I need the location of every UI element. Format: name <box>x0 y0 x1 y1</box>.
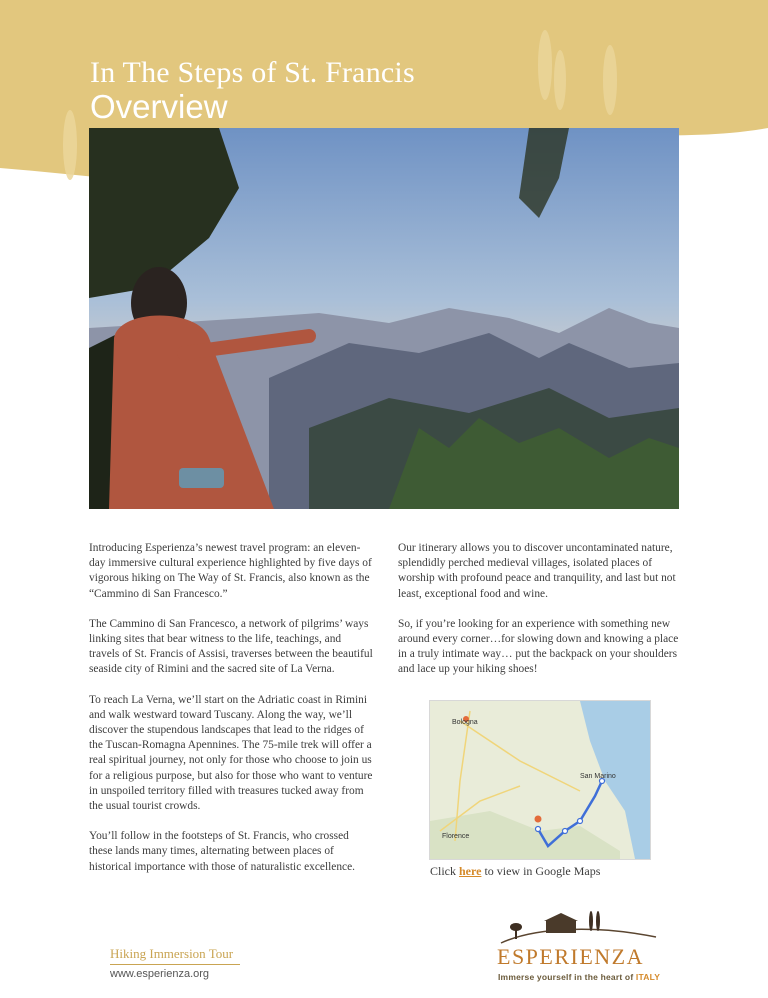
tagline-accent: ITALY <box>635 972 661 982</box>
body-paragraph: To reach La Verna, we’ll start on the Adriatic coast in Rimini and walk westward toward Tuscany. Along the way, we’ll discover the stupendous landscapes that lead to the ridges of the Tuscan-Romagna Apennines. The 75-mile trek will offer a real spiritual journey, not only for those who choose to join us for a religious purpose, but also for those who want to venture in unspoiled territory filled with treasures tucked away from the usual tourist crowds. <box>89 693 373 813</box>
body-paragraph: So, if you’re looking for an experience with something new around every corner…for slowing down and knowing a place in a truly intimate way… put the backpack on your shoulders and lace up your hiking shoes! <box>398 617 679 676</box>
body-paragraph: You’ll follow in the footsteps of St. Francis, who crossed these lands many times, alternating between places of historical importance with those of naturalistic excellence. <box>89 830 356 873</box>
map-label-florence: Florence <box>442 833 470 840</box>
page-title: In The Steps of St. Francis <box>90 56 415 89</box>
map-label-san-marino: San Marino <box>580 773 616 780</box>
footer-divider <box>110 964 240 965</box>
body-paragraph: The Cammino di San Francesco, a network of pilgrims’ ways linking sites that bear witness to the life, teachings, and travels of St. Francis of Assisi, traverses between the beautiful seaside city of Rimini and the sacred site of La Verna. <box>89 617 373 676</box>
map-caption <box>430 864 600 879</box>
map-caption-suffix: to view in Google Maps <box>481 864 601 878</box>
website-link[interactable]: www.esperienza.org <box>110 968 210 980</box>
page-subtitle: Overview <box>90 88 228 125</box>
body-paragraph: Introducing Esperienza’s newest travel program: an eleven-day immersive cultural experience highlighted by five days of vigorous hiking on The Way of St. Francis, also known as the “Cammino di San Francesco.” <box>89 542 372 600</box>
route-map[interactable] <box>429 700 651 860</box>
tagline-text: Immerse yourself in the heart of <box>498 972 636 982</box>
body-paragraph: Our itinerary allows you to discover uncontaminated nature, splendidly perched medieval villages, isolated places of worship with profound peace and tranquility, and last but not least, exceptional food and wine. <box>398 542 676 600</box>
body-right-column <box>398 541 680 693</box>
body-left-column <box>89 541 374 890</box>
brand-tagline <box>498 972 660 982</box>
map-caption-prefix: Click <box>430 864 459 878</box>
tour-name: Hiking Immersion Tour <box>110 946 234 961</box>
hero-photo <box>89 128 679 509</box>
map-label-bologna: Bologna <box>452 719 478 726</box>
map-link[interactable]: here <box>459 864 482 878</box>
brand-name: ESPERIENZA <box>497 944 644 969</box>
